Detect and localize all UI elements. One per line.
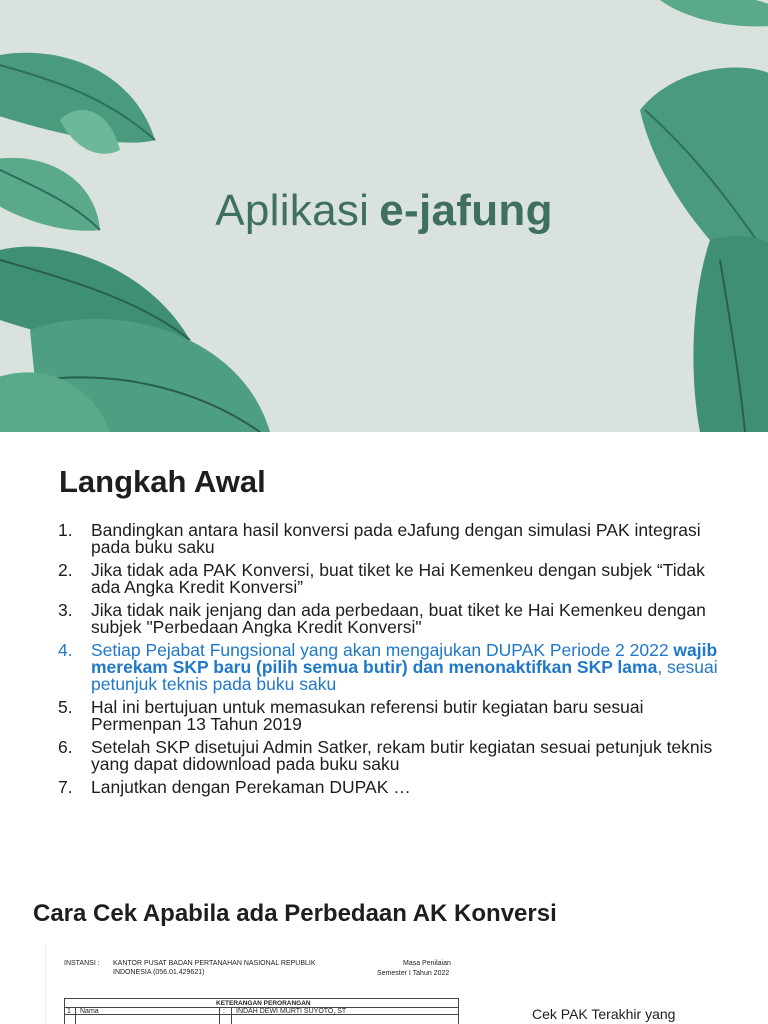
list-item: 4. Setiap Pejabat Fungsional yang akan mengajukan DUPAK Periode 2 2022 wajib merekam SKP baru (pilih semua butir) dan menonaktifkan SKP lama, sesuai petunjuk teknis pada buku saku bbox=[58, 640, 718, 694]
pak-document-preview bbox=[45, 944, 515, 1024]
list-item: 7. Lanjutkan dengan Perekaman DUPAK … bbox=[58, 777, 411, 797]
list-item: 1. Bandingkan antara hasil konversi pada eJafung dengan simulasi PAK integrasi pada buku saku bbox=[58, 520, 701, 557]
row-value: INDAH DEWI MURTI SUYOTO, ST bbox=[236, 1008, 347, 1015]
side-note: Cek PAK Terakhir yang bbox=[532, 1006, 676, 1022]
steps-heading: Langkah Awal bbox=[59, 464, 266, 499]
list-item: 3. Jika tidak naik jenjang dan ada perbedaan, buat tiket ke Hai Kemenkeu dengan subjek "Perbedaan Angka Kredit Konversi" bbox=[58, 600, 706, 637]
masa-penilaian-label: Masa Penilaian bbox=[403, 960, 451, 967]
check-heading: Cara Cek Apabila ada Perbedaan AK Konversi bbox=[33, 900, 557, 927]
slide-title bbox=[0, 186, 768, 236]
table-divider bbox=[75, 1007, 76, 1024]
leaf-icon bbox=[660, 0, 768, 26]
instansi-label: INSTANSI : bbox=[64, 960, 100, 967]
row-colon: : bbox=[223, 1008, 225, 1015]
leaf-icon bbox=[693, 236, 768, 432]
title-light: Aplikasi bbox=[215, 186, 370, 235]
steps-list bbox=[58, 522, 738, 802]
steps-slide bbox=[0, 432, 768, 862]
list-item: 5. Hal ini bertujuan untuk memasukan referensi butir kegiatan baru sesuai Permenpan 13 Tahun 2019 bbox=[58, 697, 644, 734]
table-divider bbox=[219, 1007, 220, 1024]
list-item: 6. Setelah SKP disetujui Admin Satker, rekam butir kegiatan sesuai petunjuk teknis yang dapat didownload pada buku saku bbox=[58, 737, 713, 774]
row-number: 1 bbox=[67, 1008, 71, 1015]
buku-saku-link[interactable]: buku saku bbox=[134, 537, 215, 557]
instansi-line2: INDONESIA (056.01.429621) bbox=[113, 969, 205, 976]
check-slide bbox=[0, 862, 768, 1024]
list-item: 2. Jika tidak ada PAK Konversi, buat tiket ke Hai Kemenkeu dengan subjek “Tidak ada Angka Kredit Konversi” bbox=[58, 560, 705, 597]
row-label: Nama bbox=[80, 1008, 99, 1015]
semester-label: Semester I Tahun 2022 bbox=[377, 970, 450, 977]
instansi-line1: KANTOR PUSAT BADAN PERTANAHAN NASIONAL REPUBLIK bbox=[113, 960, 316, 967]
section-title: KETERANGAN PERORANGAN bbox=[216, 1000, 311, 1007]
table-divider bbox=[231, 1007, 232, 1024]
title-slide bbox=[0, 0, 768, 432]
title-bold: e-jafung bbox=[379, 186, 553, 235]
